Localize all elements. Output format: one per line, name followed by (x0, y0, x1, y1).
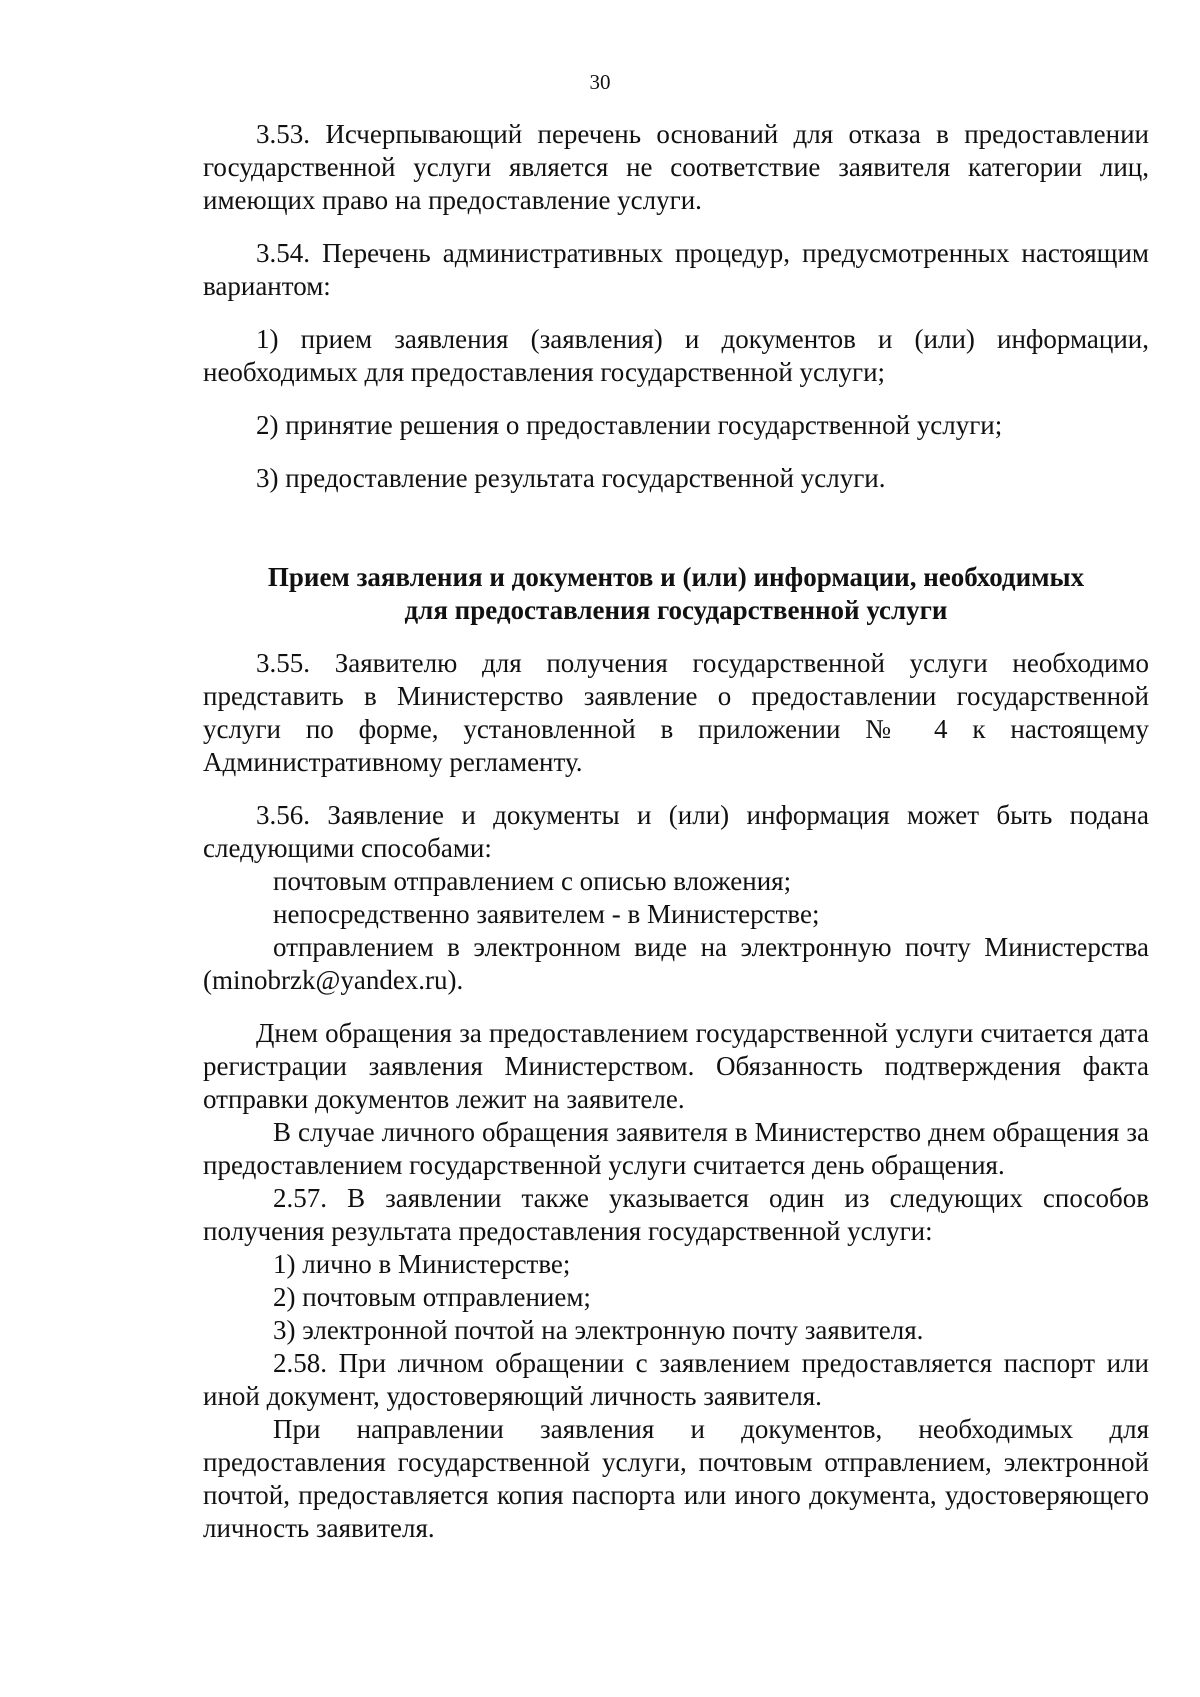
section-heading (203, 561, 1149, 627)
result-way-3: 3) электронной почтой на электронную почту заявителя. (273, 1315, 924, 1345)
submission-way-3: отправлением в электронном виде на электронную почту Министерства (minobrzk@yandex.ru). (203, 932, 1149, 995)
submission-way-2: непосредственно заявителем - в Министерстве; (273, 899, 820, 929)
paragraph-2-57: 2.57. В заявлении также указывается один из следующих способов получения результата предоставления государственной услуги: (203, 1183, 1149, 1246)
paragraph-3-54: 3.54. Перечень административных процедур, предусмотренных настоящим вариантом: (203, 238, 1149, 301)
personal-visit-rule: В случае личного обращения заявителя в Министерство днем обращения за предоставлением государственной услуги считается день обращения. (203, 1117, 1149, 1180)
application-day-rule: Днем обращения за предоставлением государственной услуги считается дата регистрации заявления Министерством. Обязанность подтверждения факта отправки документов лежит на заявителе. (203, 1018, 1149, 1114)
page-number: 30 (589, 70, 611, 94)
result-way-2: 2) почтовым отправлением; (273, 1282, 591, 1312)
mail-submission-rule: При направлении заявления и документов, необходимых для предоставления государственной услуги, почтовым отправлением, электронной почтой, предоставляется копия паспорта или иного документа, удостоверяющего личность заявителя. (203, 1414, 1149, 1543)
document-body (203, 118, 1149, 1545)
section-heading-line-2: для предоставления государственной услуги (404, 595, 948, 625)
procedure-item-2: 2) принятие решения о предоставлении государственной услуги; (256, 410, 1003, 440)
paragraph-3-55: 3.55. Заявителю для получения государственной услуги необходимо представить в Министерство заявление о предоставлении государственной услуги по форме, установленной в приложении № 4 к настоящему Административному регламенту. (203, 648, 1149, 777)
paragraph-2-58: 2.58. При личном обращении с заявлением предоставляется паспорт или иной документ, удостоверяющий личность заявителя. (203, 1348, 1149, 1411)
section-heading-line-1: Прием заявления и документов и (или) информации, необходимых (267, 562, 1085, 592)
result-way-1: 1) лично в Министерстве; (273, 1249, 571, 1279)
paragraph-3-56: 3.56. Заявление и документы и (или) информация может быть подана следующими способами: (203, 800, 1149, 863)
paragraph-3-53: 3.53. Исчерпывающий перечень оснований для отказа в предоставлении государственной услуги является не соответствие заявителя категории лиц, имеющих право на предоставление услуги. (203, 119, 1149, 215)
procedure-item-3: 3) предоставление результата государственной услуги. (256, 463, 886, 493)
submission-way-1: почтовым отправлением с описью вложения; (273, 866, 792, 896)
procedure-item-1: 1) прием заявления (заявления) и документов и (или) информации, необходимых для предоставления государственной услуги; (203, 324, 1149, 387)
